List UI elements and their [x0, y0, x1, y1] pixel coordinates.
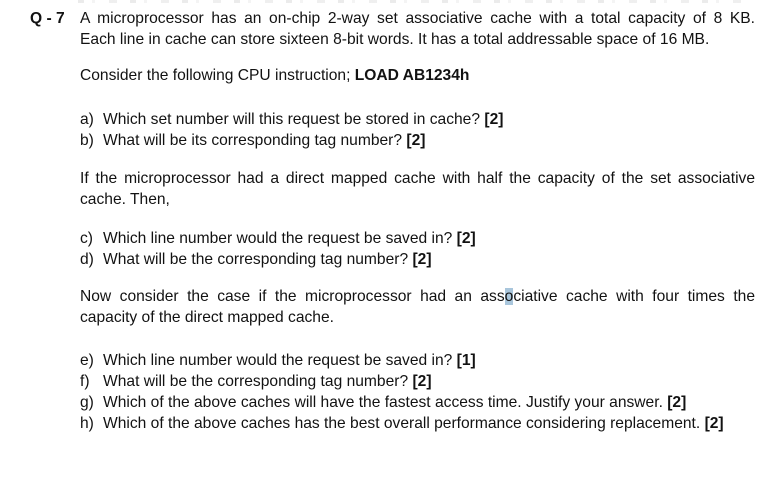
question-list-efgh [80, 350, 760, 434]
direct-mapped-paragraph [80, 168, 755, 210]
instruction-opcode: LOAD AB1234h [354, 67, 470, 84]
cpu-instruction-line [80, 65, 469, 86]
question-list-item [80, 130, 760, 151]
list-item-marker: d) [80, 251, 94, 268]
marks-badge: [2] [412, 251, 432, 268]
list-item-marker: a) [80, 111, 94, 128]
list-item-text: Which of the above caches will have the fastest access time. Justify your answer. [2] [103, 394, 687, 411]
intro-line-2: Each line in cache can store sixteen 8-bit words. It has a total addressable space of 16 MB. [80, 31, 710, 48]
clipped-text-artifact [78, 0, 754, 3]
list-item-text: Which of the above caches has the best overall performance considering replacement. [2] [103, 415, 724, 432]
question-number: Q - 7 [30, 10, 65, 27]
list-item-text: What will be its corresponding tag number? [2] [103, 132, 426, 149]
associative-line-1-pre: Now consider the case if the microprocessor had an ass [80, 288, 505, 305]
list-item-marker: b) [80, 132, 94, 149]
question-intro-paragraph [80, 8, 755, 50]
question-list-item [80, 350, 760, 371]
question-list-item [80, 392, 760, 413]
list-item-marker: f) [80, 373, 90, 390]
marks-badge: [2] [406, 132, 426, 149]
list-item-marker: h) [80, 415, 94, 432]
marks-badge: [2] [456, 230, 476, 247]
associative-line-2: capacity of the direct mapped cache. [80, 309, 334, 326]
list-item-marker: g) [80, 394, 94, 411]
marks-badge: [2] [484, 111, 504, 128]
marks-badge: [2] [667, 394, 687, 411]
marks-badge: [2] [412, 373, 432, 390]
intro-line-1: A microprocessor has an on-chip 2-way set associative cache with a total capacity of 8 KB. [80, 10, 755, 27]
marks-badge: [2] [704, 415, 724, 432]
associative-line-1 [80, 286, 755, 307]
question-list-cd [80, 228, 760, 270]
list-item-marker: e) [80, 352, 94, 369]
list-item-marker: c) [80, 230, 93, 247]
associative-line-1-post: ciative cache with four times the [513, 288, 756, 305]
direct-mapped-line-2: cache. Then, [80, 191, 170, 208]
associative-paragraph [80, 286, 755, 328]
question-list-item [80, 228, 760, 249]
list-item-text: What will be the corresponding tag number? [2] [103, 251, 432, 268]
question-list-item [80, 371, 760, 392]
instruction-prefix: Consider the following CPU instruction; [80, 67, 355, 84]
highlighted-character: o [504, 288, 514, 305]
marks-badge: [1] [456, 352, 476, 369]
list-item-text: Which line number would the request be saved in? [1] [103, 352, 476, 369]
question-list-item [80, 109, 760, 130]
list-item-text: Which line number would the request be saved in? [2] [103, 230, 476, 247]
list-item-text: Which set number will this request be stored in cache? [2] [103, 111, 504, 128]
question-list-item [80, 249, 760, 270]
question-list-ab [80, 109, 760, 151]
question-list-item [80, 413, 760, 434]
direct-mapped-line-1: If the microprocessor had a direct mapped cache with half the capacity of the set associative [80, 170, 755, 187]
list-item-text: What will be the corresponding tag number? [2] [103, 373, 432, 390]
